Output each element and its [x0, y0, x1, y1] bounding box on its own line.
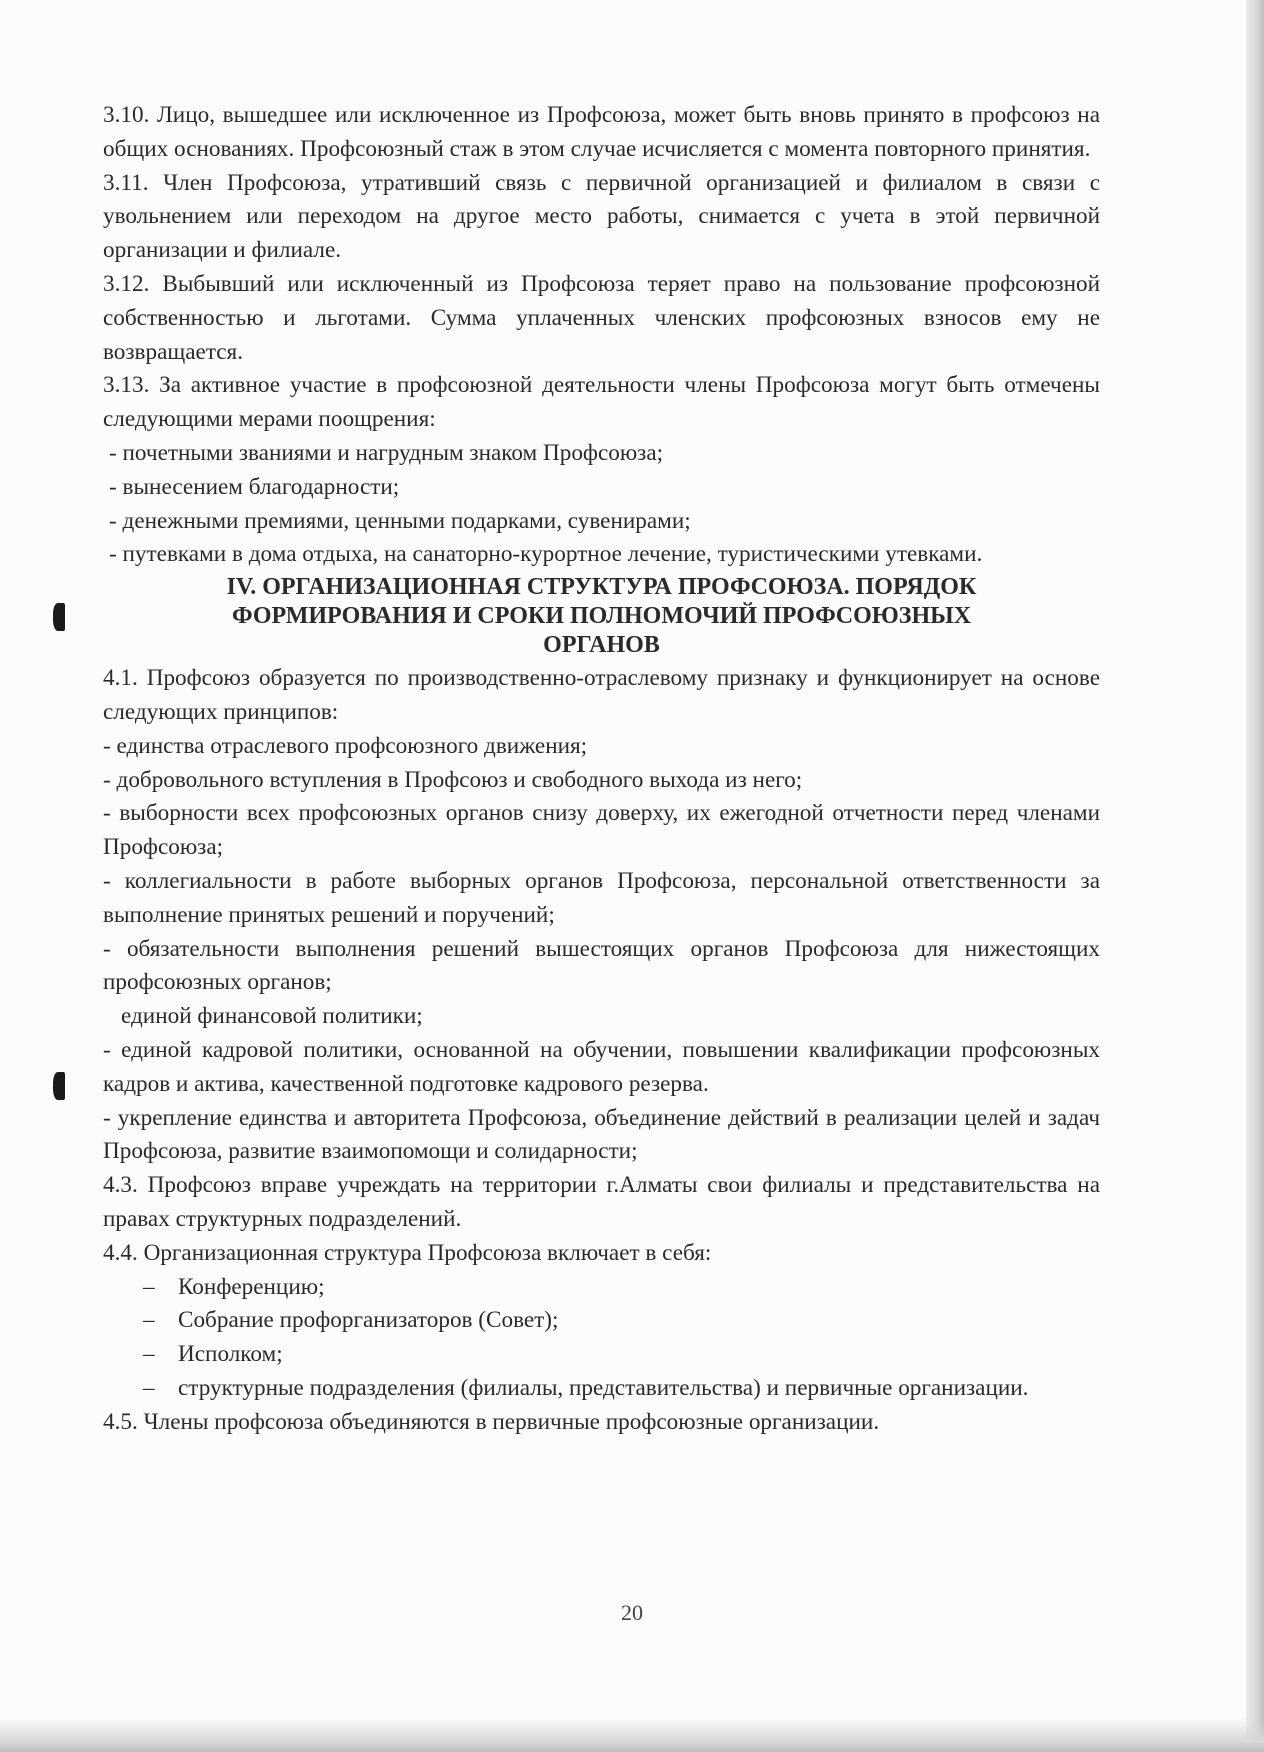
principle-item: единой финансовой политики;: [121, 1003, 423, 1030]
section-heading-line: ОРГАНОВ: [543, 632, 660, 659]
structure-item: [103, 1338, 1100, 1372]
page-number: 20: [621, 1600, 643, 1625]
structure-item-text: Собрание профорганизаторов (Совет);: [178, 1307, 559, 1334]
principle-item: - коллегиальности в работе выборных органов Профсоюза, персональной ответственности за выполнение принятых решений и поручений;: [103, 867, 1100, 928]
incentive-item: - вынесением благодарности;: [109, 473, 400, 500]
section-heading-line: IV. ОРГАНИЗАЦИОННАЯ СТРУКТУРА ПРОФСОЮЗА. ПОРЯДОК: [226, 574, 977, 601]
paragraph-3-10: 3.10. Лицо, вышедшее или исключенное из Профсоюза, может быть вновь принято в профсоюз на общих основаниях. Профсоюзный стаж в этом случае исчисляется с момента повторного принятия.: [103, 102, 1100, 162]
incentive-item: - почетными званиями и нагрудным знаком Профсоюза;: [109, 439, 664, 466]
incentive-item: - путевками в дома отдыха, на санаторно-курортное лечение, туристическими утевками.: [109, 541, 983, 568]
scan-edge-right: [1246, 0, 1264, 1752]
paragraph-4-1: 4.1. Профсоюз образуется по производственно-отраслевому признаку и функционирует на основе следующих принципов:: [103, 665, 1100, 725]
structure-item-text: Исполком;: [178, 1341, 283, 1368]
structure-item-text: структурные подразделения (филиалы, представительства) и первичные организации.: [178, 1374, 1029, 1401]
principle-item: - единой кадровой политики, основанной на обучении, повышении квалификации профсоюзных кадров и актива, качественной подготовке кадрового резерва.: [103, 1036, 1100, 1097]
principle-item: - добровольного вступления в Профсоюз и свободного выхода из него;: [103, 766, 803, 793]
paragraph-4-4: 4.4. Организационная структура Профсоюза включает в себя:: [103, 1239, 712, 1266]
punch-hole-mark: [53, 603, 65, 631]
paragraph-4-5: 4.5. Члены профсоюза объединяются в первичные профсоюзные организации.: [103, 1408, 880, 1435]
paragraph-4-3: 4.3. Профсоюз вправе учреждать на территории г.Алматы свои филиалы и представительства на правах структурных подразделений.: [103, 1172, 1100, 1232]
dash-bullet: –: [143, 1307, 155, 1334]
principle-item: - обязательности выполнения решений вышестоящих органов Профсоюза для нижестоящих профсоюзных органов;: [103, 935, 1100, 996]
dash-bullet: –: [143, 1273, 155, 1300]
structure-item: [103, 1271, 1100, 1305]
section-heading-line: ФОРМИРОВАНИЯ И СРОКИ ПОЛНОМОЧИЙ ПРОФСОЮЗНЫХ: [231, 603, 972, 630]
structure-item-text: Конференцию;: [178, 1273, 325, 1300]
dash-bullet: –: [143, 1341, 155, 1368]
principle-item: - укрепление единства и авторитета Профсоюза, объединение действий в реализации целей и задач Профсоюза, развитие взаимопомощи и солидарности;: [103, 1104, 1100, 1165]
section-heading: [103, 573, 1100, 660]
scan-edge-bottom: [0, 1718, 1264, 1752]
structure-list: [103, 1271, 1100, 1406]
principle-item: - выборности всех профсоюзных органов снизу доверху, их ежегодной отчетности перед членами Профсоюза;: [103, 800, 1100, 861]
principle-item: - единства отраслевого профсоюзного движения;: [103, 732, 588, 759]
dash-bullet: –: [143, 1374, 155, 1401]
paragraph-3-13: 3.13. За активное участие в профсоюзной деятельности члены Профсоюза могут быть отмечены следующими мерами поощрения:: [103, 372, 1100, 433]
paragraph-3-11: 3.11. Член Профсоюза, утративший связь с первичной организацией и филиалом в связи с увольнением или переходом на другое место работы, снимается с учета в этой первичной организации и филиале.: [103, 169, 1100, 264]
punch-hole-mark: [53, 1072, 65, 1100]
structure-item: [103, 1372, 1100, 1406]
document-body: [103, 99, 1100, 1439]
structure-item: [103, 1304, 1100, 1338]
incentive-item: - денежными премиями, ценными подарками, сувенирами;: [109, 507, 691, 534]
paragraph-3-12: 3.12. Выбывший или исключенный из Профсоюза теряет право на пользование профсоюзной собственностью и льготами. Сумма уплаченных членских профсоюзных взносов ему не возвращается.: [103, 270, 1100, 365]
